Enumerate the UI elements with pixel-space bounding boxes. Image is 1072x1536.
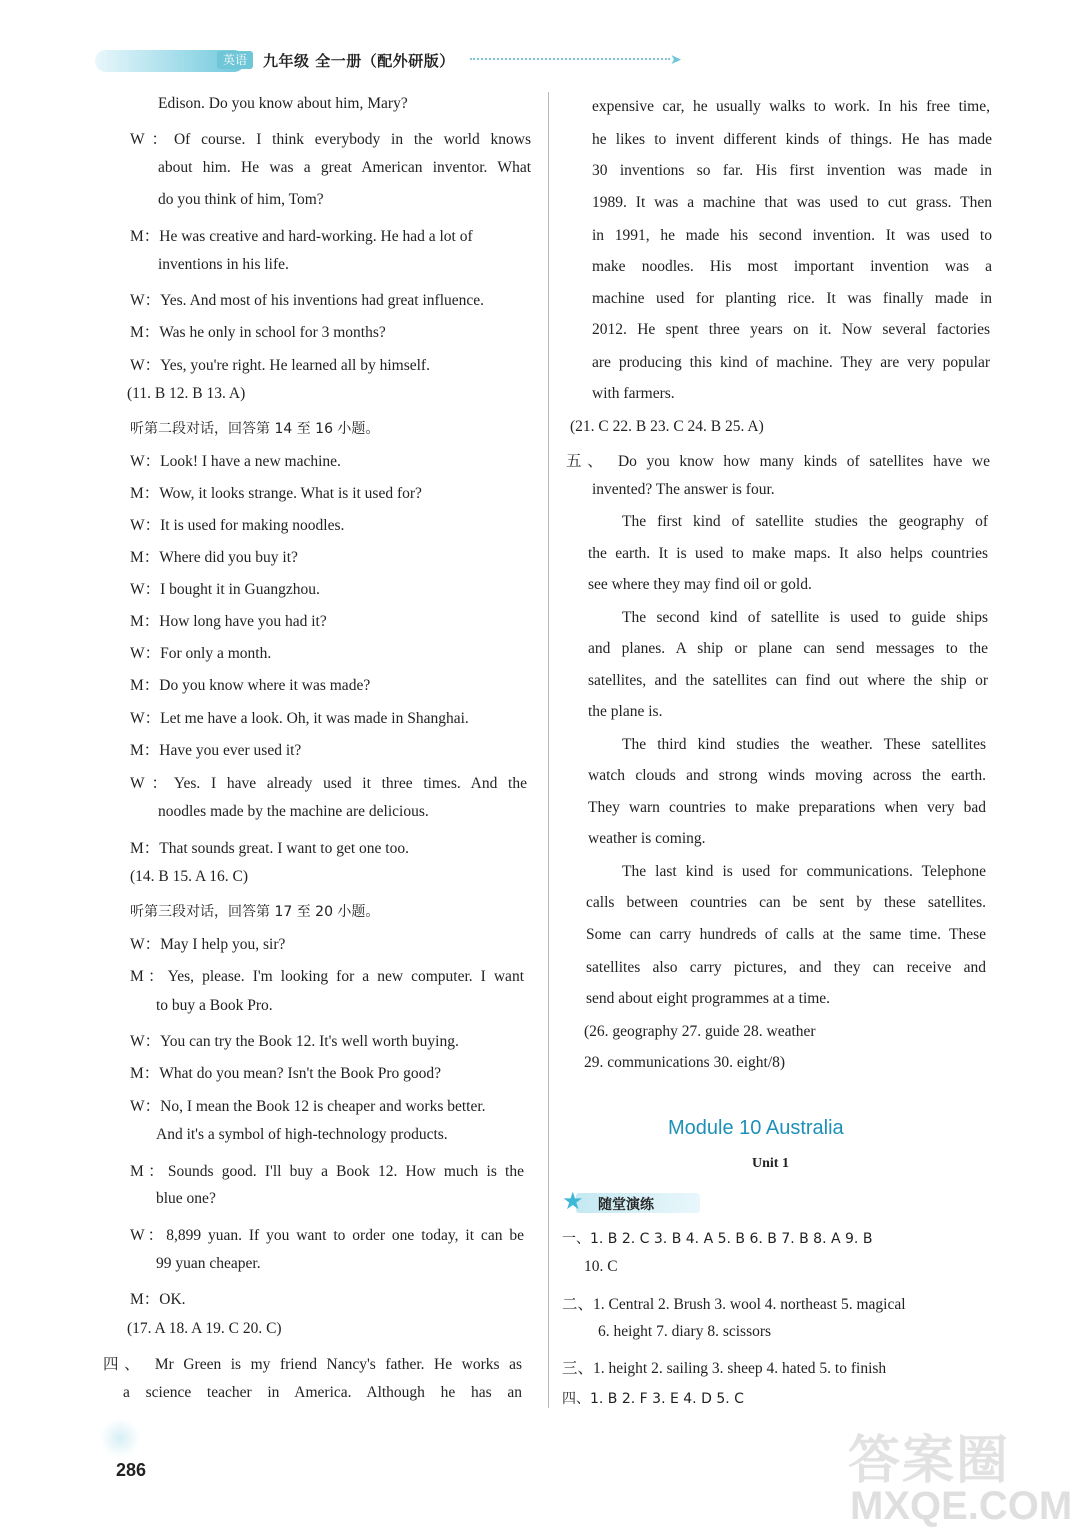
left-column-line: M：How long have you had it?	[130, 613, 327, 630]
left-column-line: M：Wow, it looks strange. What is it used for?	[130, 485, 422, 502]
answers-line: 6. height 7. diary 8. scissors	[598, 1323, 772, 1340]
left-column-line: W：For only a month.	[130, 645, 272, 662]
right-column-line: the plane is.	[588, 703, 663, 720]
watermark	[848, 1418, 1072, 1530]
left-column-line: M：He was creative and hard-working. He had a lot of	[130, 228, 473, 245]
arrow-icon: ➤	[670, 52, 682, 68]
header-dotted-line	[470, 58, 670, 60]
right-column-line: (26. geography 27. guide 28. weather	[584, 1023, 816, 1040]
section-label: 随堂演练	[598, 1197, 654, 1213]
right-column-line: expensive car, he usually walks to work. In his free time,	[592, 98, 990, 115]
right-column-line: in 1991, he made his second invention. It was used to	[592, 227, 992, 244]
left-column-line: M：Yes, please. I'm looking for a new computer. I want	[130, 968, 524, 985]
left-column-line: (17. A 18. A 19. C 20. C)	[127, 1320, 282, 1337]
left-column-line: W：Look! I have a new machine.	[130, 453, 341, 470]
right-column-line: the earth. It is used to make maps. It also helps countries	[588, 545, 988, 562]
left-column-line: 听第三段对话，回答第 17 至 20 小题。	[130, 904, 380, 920]
right-column-line: 1989. It was a machine that was used to cut grass. Then	[592, 194, 992, 211]
unit-title: Unit 1	[752, 1156, 789, 1171]
left-column-line: M：What do you mean? Isn't the Book Pro good?	[130, 1065, 442, 1082]
answers-line: 10. C	[584, 1258, 618, 1275]
right-column-line: The second kind of satellite is used to guide ships	[622, 609, 988, 626]
left-column-line: M：Do you know where it was made?	[130, 677, 371, 694]
left-column-line: M：Was he only in school for 3 months?	[130, 324, 386, 341]
left-column-line: 99 yuan cheaper.	[156, 1255, 261, 1272]
column-divider	[548, 92, 549, 1408]
subject-tag: 英语	[217, 51, 253, 69]
right-column-line: send about eight programmes at a time.	[586, 990, 831, 1007]
right-column-line: satellites also carry pictures, and they can receive and	[586, 959, 986, 976]
page-header	[95, 44, 695, 78]
module-title: Module 10 Australia	[668, 1117, 844, 1139]
right-column-line: invented? The answer is four.	[592, 481, 775, 498]
right-column-line: and planes. A ship or plane can send messages to the	[588, 640, 988, 657]
left-column-line: (11. B 12. B 13. A)	[127, 385, 246, 402]
answers-line: 二、1. Central 2. Brush 3. wool 4. northeast 5. magical	[562, 1296, 906, 1313]
left-column-line: M：That sounds great. I want to get one too.	[130, 840, 409, 857]
left-column-line: 四、 Mr Green is my friend Nancy's father. He works as	[103, 1356, 522, 1373]
right-column-line: 29. communications 30. eight/8)	[584, 1054, 786, 1071]
header-title: 九年级 全一册（配外研版）	[263, 52, 455, 70]
right-column-line: Some can carry hundreds of calls at the same time. These	[586, 926, 986, 943]
answers-line: 四、1. B 2. F 3. E 4. D 5. C	[562, 1391, 744, 1407]
right-column-line: he likes to invent different kinds of things. He has made	[592, 131, 992, 148]
left-column-line: W：Yes, you're right. He learned all by himself.	[130, 357, 430, 374]
left-column-line: W：I bought it in Guangzhou.	[130, 581, 320, 598]
left-column-line: W：Yes. And most of his inventions had great influence.	[130, 292, 485, 309]
left-column-line: about him. He was a great American inventor. What	[158, 159, 531, 176]
right-column-line: machine used for planting rice. It was finally made in	[592, 290, 992, 307]
left-column-line: W：Yes. I have already used it three times. And the	[130, 775, 527, 792]
corner-decoration	[100, 1418, 140, 1458]
left-column-line: W：May I help you, sir?	[130, 936, 286, 953]
left-column-line: noodles made by the machine are delicious.	[158, 803, 429, 820]
star-icon: ★	[562, 1187, 584, 1215]
right-column-line: weather is coming.	[588, 830, 706, 847]
watermark-logo: 答案圈	[848, 1431, 1011, 1491]
right-column-line: satellites, and the satellites can find out where the ship or	[588, 672, 988, 689]
right-column-line: (21. C 22. B 23. C 24. B 25. A)	[570, 418, 764, 435]
left-column-line: And it's a symbol of high-technology products.	[156, 1126, 448, 1143]
left-column-line: W：You can try the Book 12. It's well worth buying.	[130, 1033, 459, 1050]
right-column-line: watch clouds and strong winds moving across the earth.	[588, 767, 986, 784]
right-column-line: calls between countries can be sent by these satellites.	[586, 894, 986, 911]
right-column-line: 30 inventions so far. His first invention was made in	[592, 162, 992, 179]
left-column-line: Edison. Do you know about him, Mary?	[158, 95, 408, 112]
left-column-line: W：8,899 yuan. If you want to order one today, it can be	[130, 1227, 524, 1244]
right-column-line: are producing this kind of machine. They are very popular	[592, 354, 990, 371]
left-column-line: 听第二段对话，回答第 14 至 16 小题。	[130, 421, 380, 437]
page-number: 286	[116, 1460, 147, 1480]
left-column-line: W：Let me have a look. Oh, it was made in Shanghai.	[130, 710, 469, 727]
right-column-line: They warn countries to make preparations when very bad	[588, 799, 986, 816]
left-column-line: (14. B 15. A 16. C)	[130, 868, 248, 885]
left-column-line: W：Of course. I think everybody in the world knows	[130, 131, 531, 148]
right-column-line: with farmers.	[592, 385, 675, 402]
left-column-line: W：No, I mean the Book 12 is cheaper and works better.	[130, 1098, 486, 1115]
right-column-line: make noodles. His most important invention was a	[592, 258, 992, 275]
right-column-line: The third kind studies the weather. These satellites	[622, 736, 986, 753]
left-column-line: M：Have you ever used it?	[130, 742, 302, 759]
right-column-line: The first kind of satellite studies the geography of	[622, 513, 988, 530]
right-column-line: The last kind is used for communications. Telephone	[622, 863, 986, 880]
left-column-line: M：Sounds good. I'll buy a Book 12. How much is the	[130, 1163, 524, 1180]
left-column-line: M：Where did you buy it?	[130, 549, 298, 566]
right-column-line: see where they may find oil or gold.	[588, 576, 812, 593]
left-column-line: do you think of him, Tom?	[158, 191, 324, 208]
answers-line: 一、1. B 2. C 3. B 4. A 5. B 6. B 7. B 8. A 9. B	[562, 1231, 873, 1247]
answers-line: 三、1. height 2. sailing 3. sheep 4. hated 5. to finish	[562, 1360, 887, 1377]
left-column-line: inventions in his life.	[158, 256, 289, 273]
right-column-line: 五、 Do you know how many kinds of satellites have we	[566, 453, 990, 470]
section-badge	[562, 1187, 702, 1216]
right-column-line: 2012. He spent three years on it. Now several factories	[592, 321, 990, 338]
left-column-line: a science teacher in America. Although he has an	[123, 1384, 522, 1401]
left-column-line: to buy a Book Pro.	[156, 997, 273, 1014]
watermark-url: MXQE.COM	[850, 1484, 1072, 1528]
left-column-line: W：It is used for making noodles.	[130, 517, 345, 534]
left-column-line: blue one?	[156, 1190, 216, 1207]
left-column-line: M：OK.	[130, 1291, 186, 1308]
